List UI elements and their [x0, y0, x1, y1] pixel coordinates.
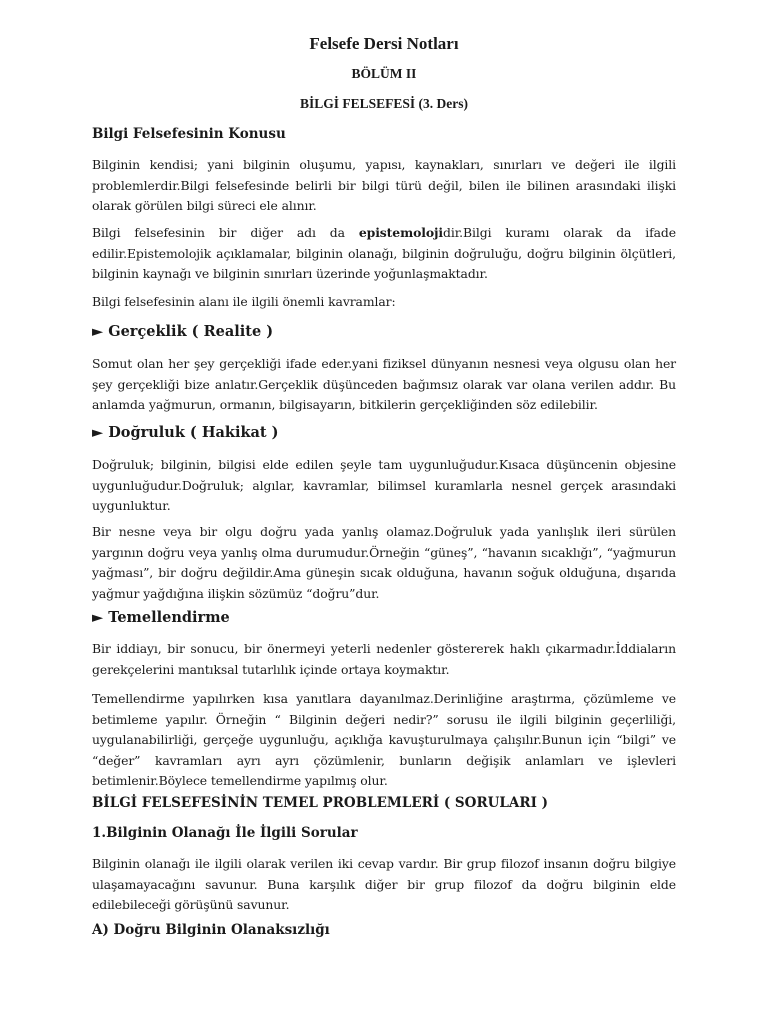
section-gerceklik: ► Gerçeklik ( Realite )	[92, 323, 274, 340]
heading-konu: Bilgi Felsefesinin Konusu	[92, 126, 286, 142]
heading-a: A) Doğru Bilginin Olanaksızlığı	[92, 922, 330, 938]
paragraph-5: Doğruluk; bilginin, bilgisi elde edilen şeyle tam uygunluğudur.Kısaca düşüncenin objesine uygunluğudur.Doğruluk; algılar, kavramlar, bilimsel kuramlarla nesnel gerçek arasındaki uygunluktur.	[92, 457, 676, 513]
heading-problems: BİLGİ FELSEFESİNİN TEMEL PROBLEMLERİ ( SORULARI )	[92, 795, 549, 811]
term-epistemoloji: epistemoloji	[358, 225, 444, 240]
document-title: Felsefe Dersi Notları	[309, 34, 459, 53]
chapter-label: BÖLÜM II	[351, 66, 417, 81]
paragraph-2-rest: dir.Bilgi kuramı olarak da ifade edilir.Epistemolojik açıklamalar, bilginin olanağı, bilginin doğruluğu, doğru bilginin ölçütleri, bilginin kaynağı ve bilginin sınırları üzerinde yoğunlaşmaktadır.	[92, 225, 676, 281]
paragraph-8: Temellendirme yapılırken kısa yanıtlara dayanılmaz.Derinliğine araştırma, çözümleme ve betimleme yapılır. Örneğin “ Bilginin değeri nedir?” sorusu ile ilgili bilginin geçerliliği, uygulanabilirliği, gerçeğe uygunluğu, açıklığa kavuşturulmaya çalışılır.Bunun için “bilgi” ve “değer” kavramları ayrı ayrı çözümlenir, bunların değişik anlamları ve işlevleri betimlenir.Böylece temellendirme yapılmış olur.	[92, 691, 676, 788]
paragraph-3: Bilgi felsefesinin alanı ile ilgili önemli kavramlar:	[92, 294, 396, 309]
paragraph-1: Bilginin kendisi; yani bilginin oluşumu, yapısı, kaynakları, sınırları ve değeri ile ilgili problemlerdir.Bilgi felsefesinde belirli bir bilgi türü değil, bilen ile bilinen arasındaki ilişki olarak görülen bilgi süreci ele alınır.	[92, 157, 676, 213]
section-subtitle: BİLGİ FELSEFESİ (3. Ders)	[299, 96, 469, 111]
paragraph-9: Bilginin olanağı ile ilgili olarak verilen iki cevap vardır. Bir grup filozof insanın doğru bilgiye ulaşamayacağını savunur. Buna karşılık diğer bir grup filozof da doğru bilginin elde edilebileceği görüşünü savunur.	[92, 856, 676, 912]
section-dogruluk: ► Doğruluk ( Hakikat )	[92, 424, 279, 441]
heading-olanak: 1.Bilginin Olanağı İle İlgili Sorular	[92, 825, 358, 841]
paragraph-7: Bir iddiayı, bir sonucu, bir önermeyi yeterli nedenler göstererek haklı çıkarmadır.İddiaların gerekçelerini mantıksal tutarlılık içinde ortaya koymaktır.	[92, 641, 676, 677]
paragraph-4: Somut olan her şey gerçekliği ifade eder.yani fiziksel dünyanın nesnesi veya olgusu olan her şey gerçekliği bize anlatır.Gerçeklik düşünceden bağımsız olarak var olana verilen addır. Bu anlamda yağmurun, ormanın, bilgisayarın, bitkilerin gerçekliğinden söz edilebilir.	[92, 356, 676, 412]
paragraph-2	[92, 223, 676, 285]
paragraph-6: Bir nesne veya bir olgu doğru yada yanlış olamaz.Doğruluk yada yanlışlık ileri sürülen yargının doğru veya yanlış olma durumudur.Örneğin “güneş”, “havanın sıcaklığı”, “yağmurun yağması”, bir doğru değildir.Ama güneşin sıcak olduğuna, havanın soğuk olduğuna, dışarıda yağmur yağdığına ilişkin sözümüz “doğru”dur.	[92, 524, 676, 601]
paragraph-2-start: Bilgi felsefesinin bir diğer adı da	[92, 225, 359, 240]
section-temellendirme: ► Temellendirme	[92, 609, 230, 626]
